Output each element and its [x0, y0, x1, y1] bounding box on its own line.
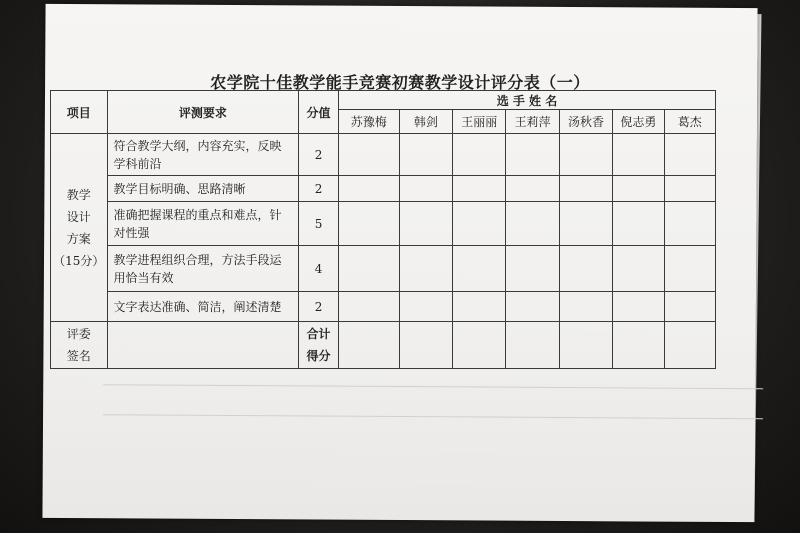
contestant-name: 葛杰 [664, 110, 716, 134]
score-cell[interactable] [664, 176, 716, 202]
criterion-score: 5 [299, 202, 339, 246]
score-table [50, 90, 716, 369]
total-cell[interactable] [613, 322, 664, 369]
criterion-score: 2 [299, 134, 339, 176]
score-cell[interactable] [664, 202, 716, 246]
score-cell[interactable] [506, 246, 559, 292]
total-label-line: 得分 [306, 349, 331, 363]
criterion-text: 符合教学大纲，内容充实，反映学科前沿 [107, 134, 299, 176]
category-line: 方案 [66, 231, 91, 246]
bleed-through-line [103, 414, 763, 419]
total-cell[interactable] [506, 322, 559, 369]
score-header: 分值 [299, 91, 339, 134]
score-cell[interactable] [399, 176, 452, 202]
judge-signature-cell[interactable] [107, 322, 299, 369]
score-cell[interactable] [338, 246, 399, 292]
judge-label-line: 签名 [66, 349, 91, 363]
score-cell[interactable] [613, 292, 664, 322]
category-cell [51, 134, 108, 322]
score-cell[interactable] [613, 134, 664, 176]
criterion-row [51, 202, 716, 246]
score-cell[interactable] [559, 176, 612, 202]
criterion-score: 4 [299, 246, 339, 292]
criterion-score: 2 [299, 292, 339, 322]
score-cell[interactable] [338, 202, 399, 246]
header-row [51, 91, 716, 110]
category-line: 教学 [66, 187, 91, 202]
score-cell[interactable] [453, 202, 506, 246]
score-cell[interactable] [399, 292, 452, 322]
criterion-text: 教学目标明确、思路清晰 [107, 176, 299, 202]
criterion-row [51, 246, 716, 292]
sheet-title: 农学院十佳教学能手竞赛初赛教学设计评分表（一） [210, 73, 590, 92]
score-cell[interactable] [453, 246, 506, 292]
category-line: （15分） [53, 253, 105, 268]
score-cell[interactable] [338, 292, 399, 322]
item-header: 项目 [51, 91, 108, 134]
total-cell[interactable] [338, 322, 399, 369]
score-cell[interactable] [559, 292, 612, 322]
score-cell[interactable] [338, 134, 399, 176]
criterion-text: 教学进程组织合理，方法手段运用恰当有效 [107, 246, 299, 292]
criterion-row [51, 292, 716, 322]
score-cell[interactable] [613, 176, 664, 202]
score-cell[interactable] [559, 134, 612, 176]
score-cell[interactable] [453, 292, 506, 322]
contestants-header: 选 手 姓 名 [338, 91, 715, 110]
total-cell[interactable] [664, 322, 716, 369]
criterion-text: 文字表达准确、简洁，阐述清楚 [107, 292, 299, 322]
criterion-text: 准确把握课程的重点和难点，针对性强 [107, 202, 299, 246]
criteria-header: 评测要求 [107, 91, 299, 134]
score-cell[interactable] [664, 246, 716, 292]
score-cell[interactable] [506, 292, 559, 322]
score-cell[interactable] [506, 202, 559, 246]
score-cell[interactable] [399, 246, 452, 292]
contestant-name: 倪志勇 [613, 110, 664, 134]
criterion-row [51, 176, 716, 202]
score-cell[interactable] [399, 202, 452, 246]
criterion-score: 2 [299, 176, 339, 202]
total-score-label [299, 322, 339, 369]
score-cell[interactable] [453, 176, 506, 202]
total-cell[interactable] [453, 322, 506, 369]
score-cell[interactable] [664, 292, 716, 322]
judge-label-line: 评委 [66, 327, 91, 341]
total-cell[interactable] [559, 322, 612, 369]
category-line: 设计 [66, 209, 91, 224]
score-cell[interactable] [453, 134, 506, 176]
score-cell[interactable] [613, 202, 664, 246]
contestant-name: 韩剑 [399, 110, 452, 134]
score-cell[interactable] [338, 176, 399, 202]
contestant-name: 王莉萍 [506, 110, 559, 134]
score-cell[interactable] [399, 134, 452, 176]
total-cell[interactable] [399, 322, 452, 369]
score-cell[interactable] [506, 176, 559, 202]
contestant-name: 王丽丽 [453, 110, 506, 134]
score-cell[interactable] [664, 134, 716, 176]
score-cell[interactable] [559, 202, 612, 246]
contestant-name: 苏豫梅 [338, 110, 399, 134]
score-cell[interactable] [559, 246, 612, 292]
footer-row [51, 322, 716, 369]
bleed-through-line [103, 384, 763, 389]
contestant-name: 汤秋香 [559, 110, 612, 134]
score-cell[interactable] [613, 246, 664, 292]
score-cell[interactable] [506, 134, 559, 176]
total-label-line: 合计 [306, 327, 331, 341]
criterion-row [51, 134, 716, 176]
judge-signature-label [51, 322, 108, 369]
